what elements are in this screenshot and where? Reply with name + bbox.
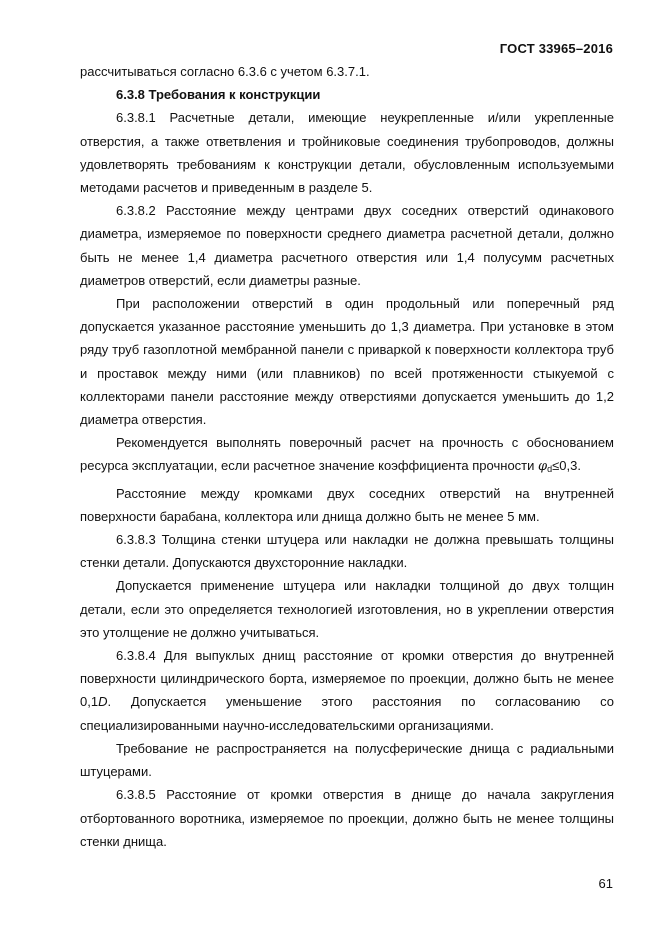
paragraph-6-3-8-2: 6.3.8.2 Расстояние между центрами двух соседних отверстий одинакового диаметра, измеряемое по поверхности среднего диаметра расчетной детали, должно быть не менее 1,4 диаметра расчетного отверстия или 1,4 полусумм расчетных диаметров отверстий, если диаметры разные. xyxy=(80,203,614,288)
paragraph-hemispherical-exception: Требование не распространяется на полусферические днища с радиальными штуцерами. xyxy=(80,740,614,780)
diameter-variable: D xyxy=(98,694,108,710)
convex-heads-text: 6.3.8.4 Для выпуклых днищ расстояние от кромки отверстия до внутренней поверхности цилиндрического борта, измеряемое по проекции, должно быть не менее 0,1 xyxy=(80,648,614,710)
section-title: 6.3.8 Требования к конструкции xyxy=(116,87,321,103)
paragraph-6-3-8-3: 6.3.8.3 Толщина стенки штуцера или накладки не должна превышать толщины стенки детали. Допускаются двухсторонние накладки. xyxy=(80,532,614,571)
paragraph-6-3-8-5: 6.3.8.5 Расстояние от кромки отверстия в днище до начала закругления отбортованного воротника, измеряемое по проекции, должно быть не менее толщины стенки днища. xyxy=(80,787,614,849)
page-number: 61 xyxy=(598,876,613,891)
page-body xyxy=(80,60,614,853)
paragraph-6-3-8-4 xyxy=(80,644,614,737)
strength-check-limit: ≤0,3. xyxy=(552,458,581,474)
document-id: ГОСТ 33965–2016 xyxy=(499,41,613,56)
strength-check-text: Рекомендуется выполнять поверочный расчет на прочность с обоснованием ресурса эксплуатации, если расчетное значение коэффициента прочности xyxy=(80,435,614,474)
phi-subscript: d xyxy=(547,464,553,475)
paragraph-double-thickness: Допускается применение штуцера или накладки толщиной до двух толщин детали, если это определяется технологией изготовления, но в укреплении отверстия это утолщение не должно учитываться. xyxy=(80,578,614,640)
paragraph-6-3-8-1: 6.3.8.1 Расчетные детали, имеющие неукрепленные и/или укрепленные отверстия, а также ответвления и тройниковые соединения трубопроводов, должны удовлетворять требованиям к конструкции детали, обусловленным используемыми методами расчетов и приведенным в разделе 5. xyxy=(80,110,614,196)
intro-line: рассчитываться согласно 6.3.6 с учетом 6.3.7.1. xyxy=(80,64,370,79)
paragraph-edge-distance: Расстояние между кромками двух соседних отверстий на внутренней поверхности барабана, коллектора или днища должно быть не менее 5 мм. xyxy=(80,485,614,524)
phi-symbol: φ xyxy=(538,459,548,475)
paragraph-strength-check xyxy=(80,431,614,481)
convex-heads-text-end: . Допускается уменьшение этого расстояния по согласованию со специализированными научно-исследовательскими организациями. xyxy=(80,694,614,733)
paragraph-row-arrangement: При расположении отверстий в один продольный или поперечный ряд допускается указанное расстояние уменьшить до 1,3 диаметра. При установке в этом ряду труб газоплотной мембранной панели с приваркой к поверхности коллектора труб и проставок между ними (или плавников) по всей протяженности стыкуемой с коллекторами панели расстояние между отверстиями допускается уменьшить до 1,2 диаметра отверстия. xyxy=(80,296,614,428)
